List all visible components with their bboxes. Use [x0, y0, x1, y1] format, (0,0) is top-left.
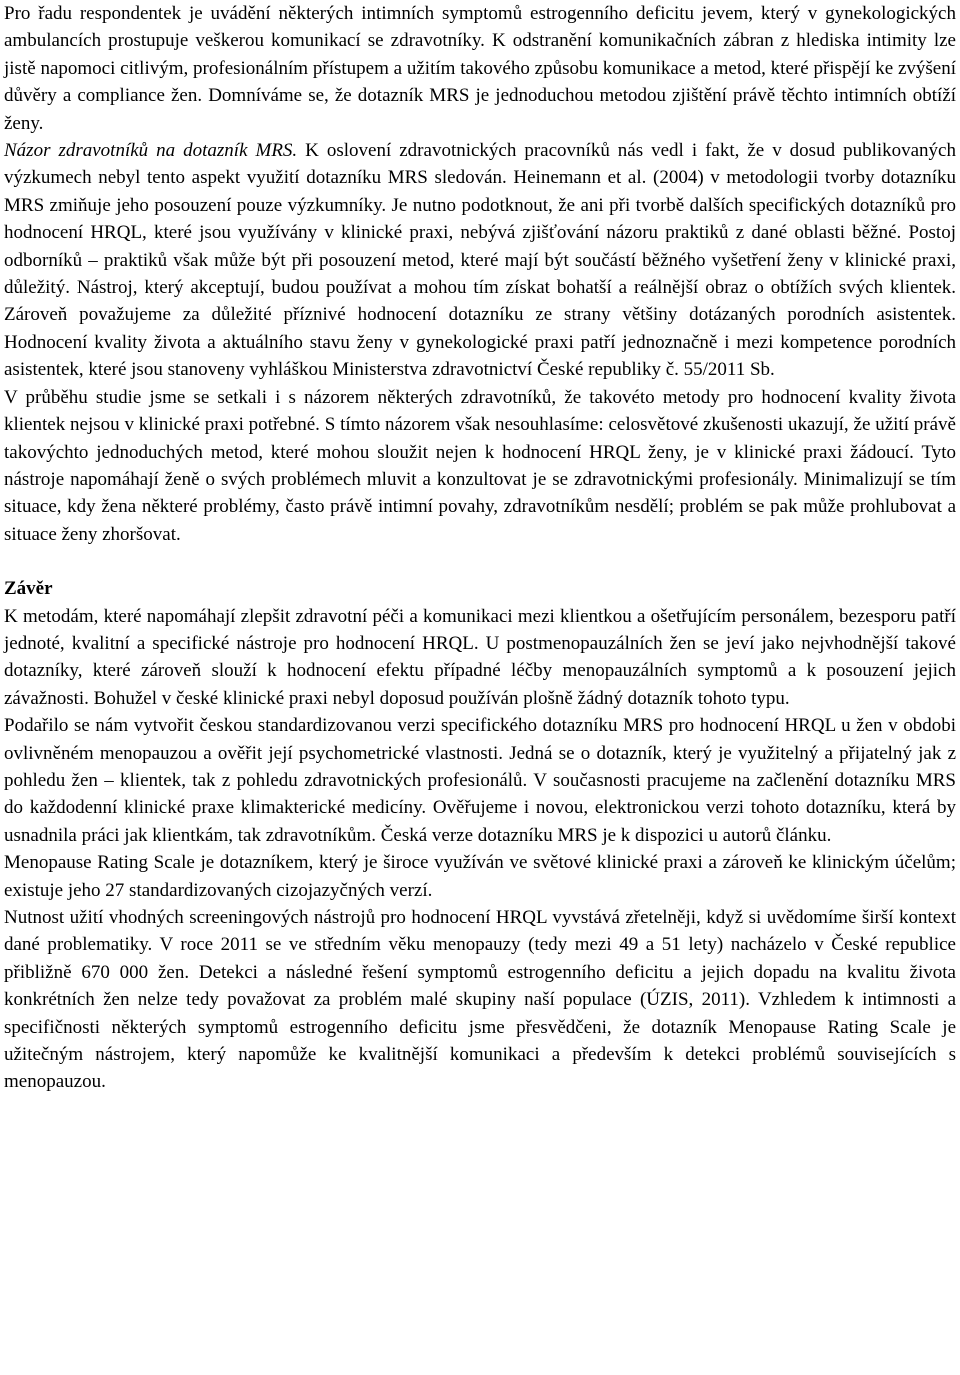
paragraph-conclusion-3: Menopause Rating Scale je dotazníkem, který je široce využíván ve světové klinické praxi a zároveň ke klinickým účelům; existuje jeho 27 standardizovaných cizojazyčných verzí.	[4, 852, 956, 901]
paragraph-study-opinions: V průběhu studie jsme se setkali i s názorem některých zdravotníků, že takovéto metody pro hodnocení kvality života klientek nejsou v klinické praxi potřebné. S tímto názorem však nesouhlasíme: celosvětové zkušenosti ukazují, že užití právě takovýchto jednoduchých metod, které mohou sloužit nejen k hodnocení HRQL ženy, je v klinické praxi žádoucí. Tyto nástroje napomáhají ženě o svých problémech mluvit a konzultovat je se zdravotnickými profesionály. Minimalizují se tím situace, kdy žena některé problémy, často právě intimní povahy, zdravotníkům nesdělí; problém se pak může prohlubovat a situace ženy zhoršovat.	[4, 386, 956, 545]
section-gap	[4, 548, 956, 575]
paragraph-conclusion-4: Nutnost užití vhodných screeningových nástrojů pro hodnocení HRQL vyvstává zřetelněji, když si uvědomíme širší kontext dané problematiky. V roce 2011 se ve středním věku menopauzy (tedy mezi 49 a 51 lety) nacházelo v České republice přibližně 670 000 žen. Detekci a následné řešení symptomů estrogenního deficitu a jejich dopadu na kvalitu života konkrétních žen nelze tedy považovat za problém malé skupiny naší populace (ÚZIS, 2011). Vzhledem k intimnosti a specifičnosti některých symptomů estrogenního deficitu jsme přesvědčeni, že dotazník Menopause Rating Scale je užitečným nástrojem, který napomůže ke kvalitnější komunikaci a především k detekci problémů souvisejících s menopauzou.	[4, 907, 956, 1093]
paragraph-staff-opinion	[4, 137, 956, 384]
paragraph-conclusion-1: K metodám, které napomáhají zlepšit zdravotní péči a komunikaci mezi klientkou a ošetřujícím personálem, bezesporu patří jednoté, kvalitní a specifické nástroje pro hodnocení HRQL. U postmenopauzálních žen se jeví jako nejvhodnější takové dotazníky, které zároveň slouží k hodnocení efektu případné léčby menopauzálních symptomů a k posouzení jejich závažnosti. Bohužel v české klinické praxi nebyl doposud používán plošně žádný dotazník tohoto typu.	[4, 605, 956, 709]
paragraph-heading-italic: Názor zdravotníků na dotazník MRS.	[4, 140, 298, 162]
section-heading-conclusion: Závěr	[4, 578, 53, 600]
paragraph-conclusion-2: Podařilo se nám vytvořit českou standardizovanou verzi specifického dotazníku MRS pro hodnocení HRQL u žen v obdobi ovlivněném menopauzou a ověřit její psychometrické vlastnosti. Jedná se o dotazník, který je využitelný a přijatelný jak z pohledu žen – klientek, tak z pohledu zdravotnických profesionálů. V současnosti pracujeme na začlenění dotazníku MRS do každodenní klinické praxe klimakterické medicíny. Ověřujeme i novou, elektronickou verzi tohoto dotazníku, která by usnadnila práci jak klientkám, tak zdravotníkům. Česká verze dotazníku MRS je k dispozici u autorů článku.	[4, 715, 956, 846]
paragraph-staff-opinion-text: K oslovení zdravotnických pracovníků nás vedl i fakt, že v dosud publikovaných výzkumech nebyl tento aspekt využití dotazníku MRS sledován. Heinemann et al. (2004) v metodologii tvorby dotazníku MRS zmiňuje jeho posouzení pouze výzkumníky. Je nutno podotknout, že ani při tvorbě dalších specifických dotazníků pro hodnocení HRQL, které jsou využívány v klinické praxi, nebývá zjišťování názoru praktiků z dané oblasti běžné. Postoj odborníků – praktiků však může být při posouzení metod, které mají být součástí běžného vyšetření ženy v klinické praxi, důležitý. Nástroj, který akceptují, budou používat a mohou tím získat bohatší a reálnější obraz o obtížích svých klientek. Zároveň považujeme za důležité příznivé hodnocení dotazníku ze strany většiny dotázaných porodních asistentek. Hodnocení kvality života a aktuálního stavu ženy v gynekologické praxi patří jednoznačně i mezi kompetence porodních asistentek, které jsou stanoveny vyhláškou Ministerstva zdravotnictví České republiky č. 55/2011 Sb.	[4, 140, 956, 381]
document-page	[4, 0, 956, 1096]
paragraph-intimacy: Pro řadu respondentek je uvádění některých intimních symptomů estrogenního deficitu jevem, který v gynekologických ambulancích prostupuje veškerou komunikací se zdravotníky. K odstranění komunikačních zábran z hlediska intimity lze jistě napomoci citlivým, profesionálním přístupem a užitím takového způsobu komunikace a metod, které přispějí ke zvýšení důvěry a compliance žen. Domníváme se, že dotazník MRS je jednoduchou metodou zjištění právě těchto intimních obtíží ženy.	[4, 3, 956, 134]
